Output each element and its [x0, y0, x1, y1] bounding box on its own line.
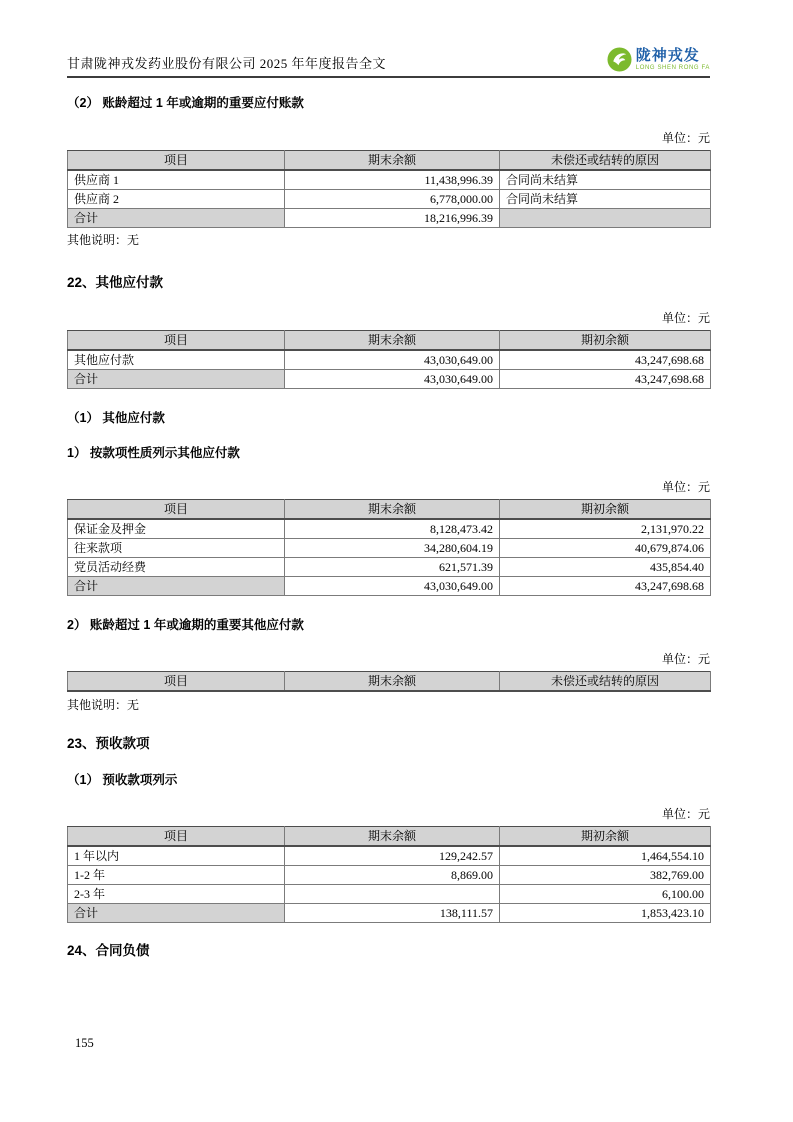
company-logo: [607, 47, 710, 72]
reason-cell: 合同尚未结算: [500, 190, 711, 209]
table-header-row: [68, 500, 711, 520]
table-row: [68, 170, 711, 190]
heading-overdue-accounts-payable: （2） 账龄超过 1 年或逾期的重要应付账款: [67, 96, 304, 110]
amount-cell: 43,247,698.68: [500, 370, 711, 389]
table-row: [68, 846, 711, 866]
unit-label: 单位：元: [661, 480, 710, 494]
amount-cell: 43,247,698.68: [500, 350, 711, 370]
total-row: [68, 577, 711, 596]
table-row: [68, 519, 711, 539]
amount-cell: 43,247,698.68: [500, 577, 711, 596]
column-header: 期末余额: [285, 827, 500, 847]
amount-cell: 6,778,000.00: [285, 190, 500, 209]
heading-by-nature: 1） 按款项性质列示其他应付款: [67, 446, 240, 460]
heading-other-payables-sub: （1） 其他应付款: [67, 411, 165, 425]
heading-section-23: 23、预收款项: [67, 736, 150, 751]
amount-cell: 138,111.57: [285, 904, 500, 923]
amount-cell: 34,280,604.19: [285, 539, 500, 558]
heading-section-22: 22、其他应付款: [67, 275, 164, 290]
item-cell: 供应商 1: [68, 170, 285, 190]
amount-cell: 43,030,649.00: [285, 577, 500, 596]
heading-overdue-other-payables: 2） 账龄超过 1 年或逾期的重要其他应付款: [67, 618, 304, 632]
amount-cell: 11,438,996.39: [285, 170, 500, 190]
amount-cell: 2,131,970.22: [500, 519, 711, 539]
column-header: 期末余额: [285, 500, 500, 520]
table-other-payables: [67, 330, 711, 389]
amount-cell: [285, 885, 500, 904]
item-cell: 其他应付款: [68, 350, 285, 370]
amount-cell: 43,030,649.00: [285, 370, 500, 389]
total-row: [68, 209, 711, 228]
other-note: 其他说明：无: [67, 233, 140, 247]
column-header: 期末余额: [285, 151, 500, 171]
logo-company-name: 陇神戎发: [635, 47, 700, 64]
heading-advances-list: （1） 预收款项列示: [67, 773, 178, 787]
column-header: 项目: [68, 151, 285, 171]
total-label-cell: 合计: [68, 577, 285, 596]
table-overdue-other-payables: [67, 671, 711, 692]
column-header: 项目: [68, 827, 285, 847]
item-cell: 2-3 年: [68, 885, 285, 904]
column-header: 未偿还或结转的原因: [500, 672, 711, 692]
column-header: 期末余额: [285, 672, 500, 692]
amount-cell: 40,679,874.06: [500, 539, 711, 558]
table-row: [68, 885, 711, 904]
table-row: [68, 866, 711, 885]
logo-company-name-en: LONG SHEN RONG FA: [635, 65, 710, 71]
amount-cell: 1,853,423.10: [500, 904, 711, 923]
amount-cell: 6,100.00: [500, 885, 711, 904]
table-header-row: [68, 151, 711, 171]
column-header: 期初余额: [500, 500, 711, 520]
unit-label: 单位：元: [661, 311, 710, 325]
amount-cell: 435,854.40: [500, 558, 711, 577]
amount-cell: 8,128,473.42: [285, 519, 500, 539]
item-cell: 党员活动经费: [68, 558, 285, 577]
column-header: 项目: [68, 500, 285, 520]
column-header: 期初余额: [500, 331, 711, 351]
amount-cell: 382,769.00: [500, 866, 711, 885]
page-content: [67, 0, 710, 959]
table-overdue-accounts-payable: [67, 150, 711, 228]
amount-cell: 43,030,649.00: [285, 350, 500, 370]
column-header: 期初余额: [500, 827, 711, 847]
document-header: [67, 47, 710, 78]
total-row: [68, 904, 711, 923]
item-cell: 保证金及押金: [68, 519, 285, 539]
amount-cell: 8,869.00: [285, 866, 500, 885]
other-note: 其他说明：无: [67, 698, 140, 712]
column-header: 项目: [68, 331, 285, 351]
amount-cell: 1,464,554.10: [500, 846, 711, 866]
logo-text-block: [636, 48, 710, 71]
amount-cell: 129,242.57: [285, 846, 500, 866]
logo-bird-icon: [607, 47, 632, 72]
column-header: 项目: [68, 672, 285, 692]
table-row: [68, 190, 711, 209]
total-row: [68, 370, 711, 389]
column-header: 期末余额: [285, 331, 500, 351]
total-label-cell: 合计: [68, 209, 285, 228]
table-row: [68, 539, 711, 558]
item-cell: 1 年以内: [68, 846, 285, 866]
unit-label: 单位：元: [661, 652, 710, 666]
document-title: 甘肃陇神戎发药业股份有限公司 2025 年年度报告全文: [67, 56, 387, 71]
unit-label: 单位：元: [661, 131, 710, 145]
item-cell: 供应商 2: [68, 190, 285, 209]
table-other-payables-by-nature: [67, 499, 711, 596]
table-advances-received: [67, 826, 711, 923]
table-row: [68, 350, 711, 370]
table-header-row: [68, 827, 711, 847]
table-header-row: [68, 672, 711, 692]
reason-cell: 合同尚未结算: [500, 170, 711, 190]
amount-cell: 621,571.39: [285, 558, 500, 577]
item-cell: 1-2 年: [68, 866, 285, 885]
heading-section-24: 24、合同负债: [67, 943, 150, 958]
unit-label: 单位：元: [661, 807, 710, 821]
total-label-cell: 合计: [68, 904, 285, 923]
reason-cell: [500, 209, 711, 228]
item-cell: 往来款项: [68, 539, 285, 558]
total-label-cell: 合计: [68, 370, 285, 389]
page-number: 155: [75, 1036, 94, 1050]
column-header: 未偿还或结转的原因: [500, 151, 711, 171]
amount-cell: 18,216,996.39: [285, 209, 500, 228]
table-row: [68, 558, 711, 577]
table-header-row: [68, 331, 711, 351]
